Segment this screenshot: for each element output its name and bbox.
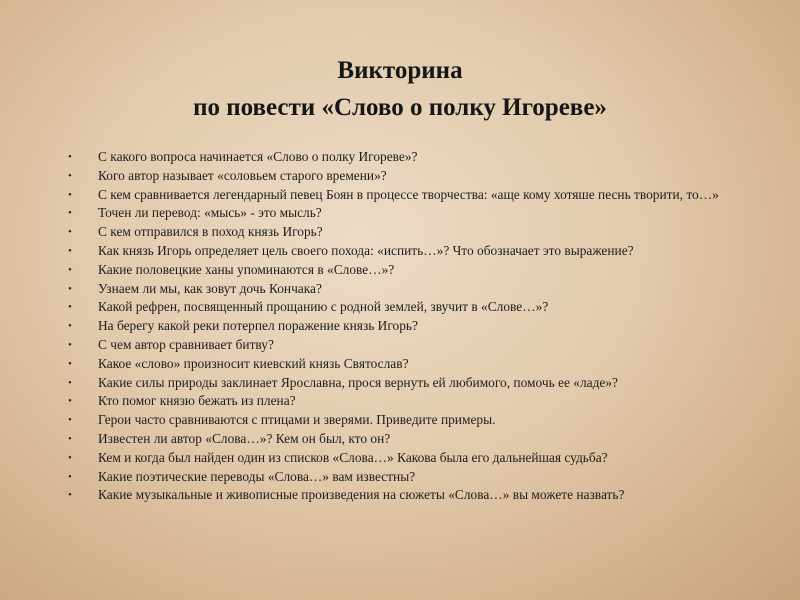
question-item (68, 449, 728, 468)
question-item (68, 223, 728, 242)
bullet-icon: • (68, 151, 72, 163)
question-item (68, 374, 728, 393)
slide-title (0, 52, 800, 126)
question-item (68, 186, 728, 205)
question-item (68, 261, 728, 280)
bullet-icon: • (68, 301, 72, 314)
question-item (68, 148, 728, 167)
bullet-icon: • (68, 263, 72, 276)
question-item (68, 280, 728, 299)
bullet-icon: • (68, 188, 72, 201)
bullet-icon: • (68, 414, 72, 427)
bullet-icon: • (68, 338, 72, 351)
question-item (68, 317, 728, 336)
title-line-1: Викторина (337, 57, 463, 84)
question-text: Какие музыкальные и живописные произведения на сюжеты «Слова…» вы можете назвать? (98, 487, 625, 503)
question-text: Кем и когда был найден один из списков «Слова…» Какова была его дальнейшая судьба? (98, 449, 608, 465)
question-text: Точен ли перевод: «мысь» - это мысль? (98, 205, 322, 221)
bullet-icon: • (68, 226, 72, 239)
bullet-icon: • (68, 320, 72, 333)
bullet-icon: • (68, 169, 72, 182)
question-text: Какие поэтические переводы «Слова…» вам известны? (98, 468, 416, 484)
bullet-icon: • (68, 470, 72, 483)
question-text: Кого автор называет «соловьем старого времени»? (98, 167, 387, 183)
bullet-icon: • (68, 451, 72, 464)
question-text: С чем автор сравнивает битву? (98, 336, 274, 352)
question-item (68, 167, 728, 186)
question-text: С кем сравнивается легендарный певец Боян в процессе творчества: «аще кому хотяше песнь творити, то…» (98, 186, 719, 202)
question-item (68, 411, 728, 430)
question-text: Кто помог князю бежать из плена? (98, 393, 296, 409)
question-text: На берегу какой реки потерпел поражение князь Игорь? (98, 318, 418, 334)
bullet-icon: • (68, 395, 72, 408)
bullet-icon: • (68, 489, 72, 502)
question-item (68, 468, 728, 487)
question-text: Какие силы природы заклинает Ярославна, прося вернуть ей любимого, помочь ее «ладе»? (98, 374, 618, 390)
question-text: Узнаем ли мы, как зовут дочь Кончака? (98, 280, 322, 296)
bullet-icon: • (68, 282, 72, 295)
question-text: Известен ли автор «Слова…»? Кем он был, кто он? (98, 430, 391, 446)
bullet-icon: • (68, 432, 72, 445)
question-item (68, 298, 728, 317)
question-item (68, 242, 728, 261)
question-item (68, 392, 728, 411)
question-text: Какой рефрен, посвященный прощанию с родной землей, звучит в «Слове…»? (98, 299, 549, 315)
question-text: С какого вопроса начинается «Слово о полку Игореве»? (98, 149, 418, 164)
question-text: Какое «слово» произносит киевский князь Святослав? (98, 355, 409, 371)
question-item (68, 204, 728, 223)
bullet-icon: • (68, 207, 72, 220)
question-text: Герои часто сравниваются с птицами и зверями. Приведите примеры. (98, 412, 496, 428)
question-item (68, 355, 728, 374)
question-text: Какие половецкие ханы упоминаются в «Слове…»? (98, 261, 395, 277)
bullet-icon: • (68, 376, 72, 389)
question-text: С кем отправился в поход князь Игорь? (98, 224, 323, 240)
question-list (68, 148, 728, 505)
question-text: Как князь Игорь определяет цель своего похода: «испить…»? Что обозначает это выражение? (98, 242, 634, 258)
bullet-icon: • (68, 244, 72, 257)
bullet-icon: • (68, 357, 72, 370)
question-item (68, 486, 728, 505)
question-item (68, 430, 728, 449)
question-item (68, 336, 728, 355)
title-line-2: по повести «Слово о полку Игореве» (193, 94, 607, 121)
